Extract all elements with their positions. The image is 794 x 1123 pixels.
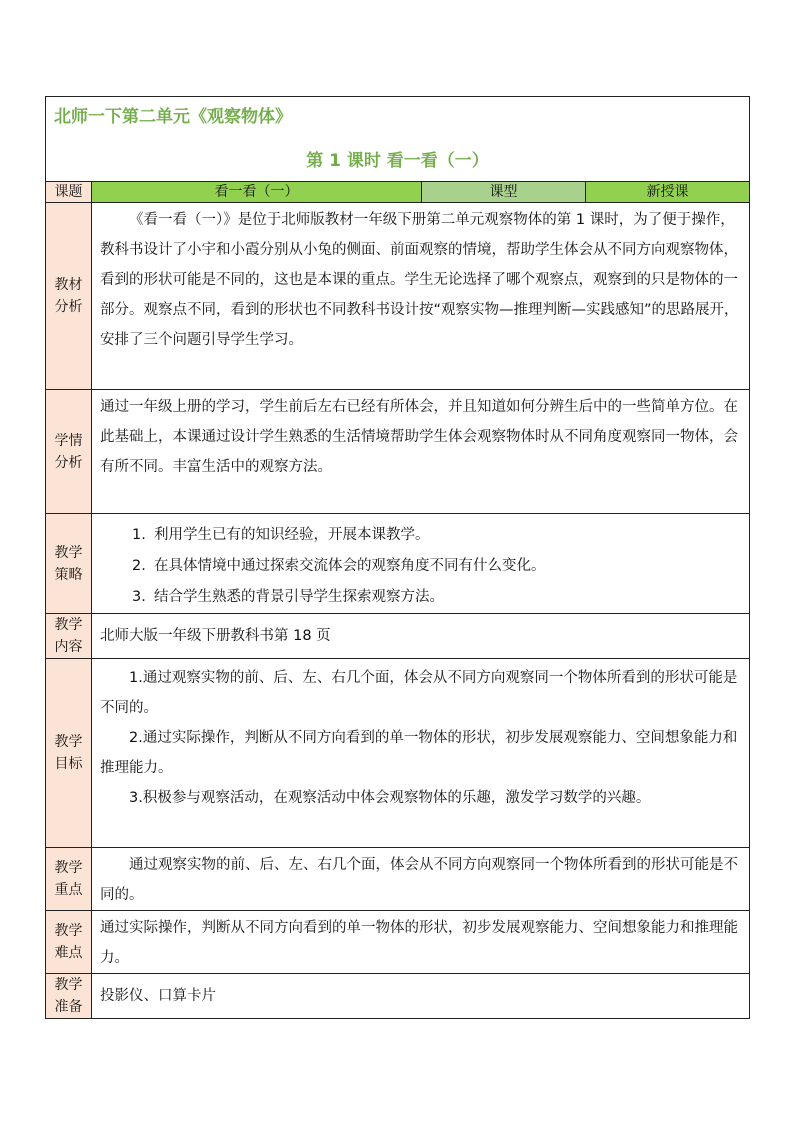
strategy-list xyxy=(92,514,749,613)
goals-row xyxy=(46,659,750,848)
preparation-text: 投影仪、口算卡片 xyxy=(100,988,216,1004)
textbook-analysis-text: 《看一看（一）》是位于北师版教材一年级下册第二单元观察物体的第 1 课时，为了便于操作，教科书设计了小宇和小霞分别从小兔的侧面、前面观察的情境，帮助学生体会从不同方向观察物体，看到的形状可能是不同的，这也是本课的重点。学生无论选择了哪个观察点，观察到的只是物体的一部分。观察点不同，看到的形状也不同教科书设计按“观察实物—推理判断—实践感知”的思路展开，安排了三个问题引导学生学习。 xyxy=(100,212,739,348)
textbook-analysis-label: 教材 分析 xyxy=(46,203,92,390)
goal-item: 1.通过观察实物的前、后、左、右几个面，体会从不同方向观察同一个物体所看到的形状可能是不同的。 xyxy=(100,670,738,716)
header-cell xyxy=(46,97,750,182)
content-row xyxy=(46,614,750,659)
goals-cell xyxy=(92,659,750,848)
student-analysis-label: 学情 分析 xyxy=(46,390,92,514)
difficulties-label: 教学 难点 xyxy=(46,911,92,974)
student-analysis-cell xyxy=(92,390,750,514)
lesson-plan-table xyxy=(45,96,750,1019)
difficulties-cell xyxy=(92,911,750,974)
content-label: 教学 内容 xyxy=(46,614,92,659)
strategy-label: 教学 策略 xyxy=(46,514,92,614)
content-cell xyxy=(92,614,750,659)
list-item: 1. 利用学生已有的知识经验，开展本课教学。 xyxy=(132,527,430,543)
goals-label: 教学 目标 xyxy=(46,659,92,848)
key-points-row xyxy=(46,848,750,911)
list-item: 2. 在具体情境中通过探索交流体会的观察角度不同有什么变化。 xyxy=(132,558,546,574)
preparation-cell xyxy=(92,974,750,1019)
strategy-row xyxy=(46,514,750,614)
key-points-cell xyxy=(92,848,750,911)
topic-value: 看一看（一） xyxy=(92,182,422,203)
lesson-title: 第 1 课时 看一看（一） xyxy=(306,151,489,171)
goal-item: 2.通过实际操作，判断从不同方向看到的单一物体的形状，初步发展观察能力、空间想象能力和推理能力。 xyxy=(100,730,738,776)
content-text: 北师大版一年级下册教科书第 18 页 xyxy=(100,628,331,644)
goals-list xyxy=(92,659,749,813)
header-row xyxy=(46,97,750,182)
strategy-cell xyxy=(92,514,750,614)
type-label: 课型 xyxy=(422,182,586,203)
topic-label: 课题 xyxy=(46,182,92,203)
unit-title: 北师一下第二单元《观察物体》 xyxy=(54,107,292,127)
textbook-analysis-cell xyxy=(92,203,750,390)
goal-item: 3.积极参与观察活动，在观察活动中体会观察物体的乐趣，激发学习数学的兴趣。 xyxy=(129,790,651,806)
preparation-label: 教学 准备 xyxy=(46,974,92,1019)
textbook-analysis-row xyxy=(46,203,750,390)
student-analysis-row xyxy=(46,390,750,514)
type-value: 新授课 xyxy=(586,182,750,203)
key-points-label: 教学 重点 xyxy=(46,848,92,911)
student-analysis-text: 通过一年级上册的学习，学生前后左右已经有所体会，并且知道如何分辨生后中的一些简单方位。在此基础上，本课通过设计学生熟悉的生活情境帮助学生体会观察物体时从不同角度观察同一物体，会有所不同。丰富生活中的观察方法。 xyxy=(100,399,738,475)
lesson-plan-sheet xyxy=(45,96,749,1019)
preparation-row xyxy=(46,974,750,1019)
difficulties-row xyxy=(46,911,750,974)
list-item: 3. 结合学生熟悉的背景引导学生探索观察方法。 xyxy=(132,589,444,605)
difficulties-text: 通过实际操作，判断从不同方向看到的单一物体的形状，初步发展观察能力、空间想象能力和推理能力。 xyxy=(100,920,738,966)
meta-row xyxy=(46,182,750,203)
key-points-text: 通过观察实物的前、后、左、右几个面，体会从不同方向观察同一个物体所看到的形状可能是不同的。 xyxy=(100,857,738,903)
